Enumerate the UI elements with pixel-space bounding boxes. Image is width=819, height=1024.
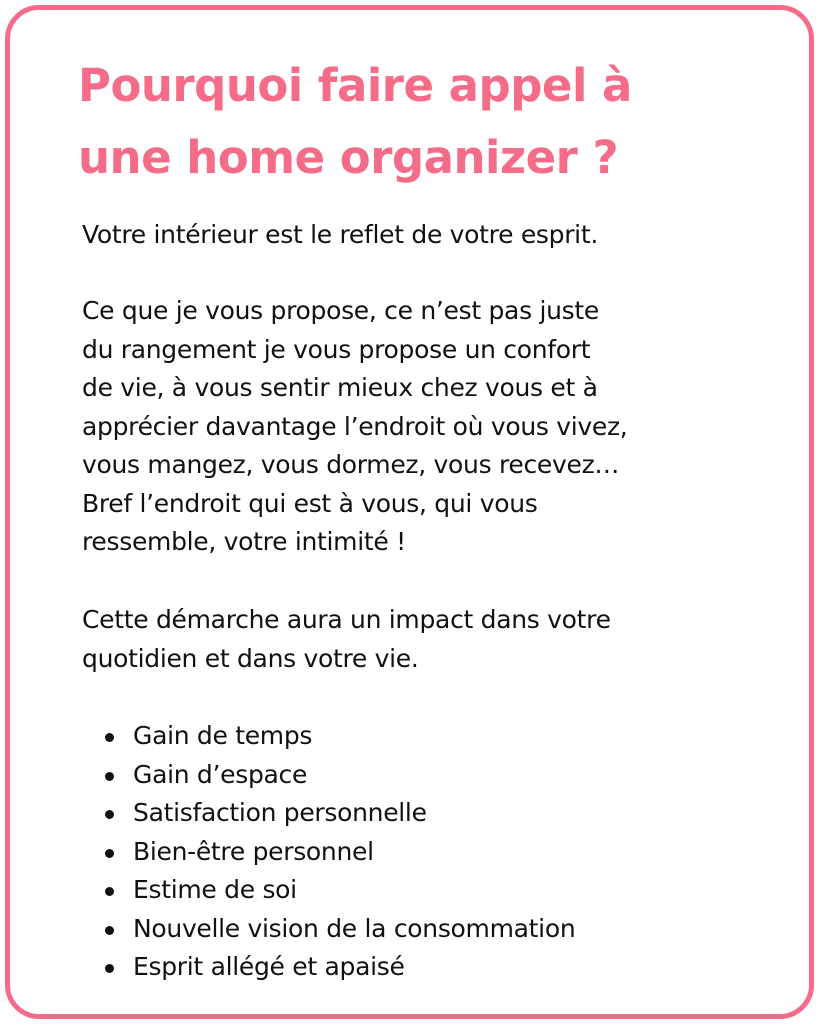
paragraph-line: de vie, à vous sentir mieux chez vous et à <box>82 373 598 402</box>
benefit-label: Satisfaction personnelle <box>133 798 427 827</box>
list-item <box>82 756 575 795</box>
paragraph-line: ressemble, votre intimité ! <box>82 527 406 556</box>
bullet-icon <box>105 887 114 896</box>
bullet-icon <box>105 964 114 973</box>
list-item <box>82 910 575 949</box>
bullet-icon <box>105 810 114 819</box>
benefit-label: Bien-être personnel <box>133 836 374 866</box>
list-item <box>82 794 575 833</box>
impact-paragraph <box>82 601 782 678</box>
paragraph-line: vous mangez, vous dormez, vous recevez… <box>82 450 620 479</box>
bullet-icon <box>105 849 114 858</box>
paragraph-line: Bref l’endroit qui est à vous, qui vous <box>82 488 538 518</box>
benefit-label: Gain d’espace <box>133 759 308 789</box>
paragraph-line: apprécier davantage l’endroit où vous vivez, <box>82 411 628 441</box>
benefits-list <box>82 717 575 987</box>
title-line: Pourquoi faire appel à <box>78 59 632 112</box>
benefit-label: Nouvelle vision de la consommation <box>133 913 576 943</box>
paragraph-line: Cette démarche aura un impact dans votre <box>82 605 611 634</box>
title-line: une home organizer ? <box>78 131 619 184</box>
benefit-label: Gain de temps <box>133 721 313 750</box>
paragraph-line: Ce que je vous propose, ce n’est pas juste <box>82 296 599 325</box>
list-item <box>82 833 575 872</box>
page-title <box>78 50 778 194</box>
bullet-icon <box>105 772 114 781</box>
paragraph-line: du rangement je vous propose un confort <box>82 334 591 364</box>
paragraph-line: quotidien et dans votre vie. <box>82 643 419 673</box>
intro-paragraph <box>82 216 782 255</box>
paragraph-line: Votre intérieur est le reflet de votre esprit. <box>82 220 598 249</box>
list-item <box>82 948 575 987</box>
list-item <box>82 717 575 756</box>
offer-paragraph <box>82 292 782 562</box>
benefit-label: Estime de soi <box>133 875 297 904</box>
benefit-label: Esprit allégé et apaisé <box>133 952 405 981</box>
list-item <box>82 871 575 910</box>
bullet-icon <box>105 733 114 742</box>
bullet-icon <box>105 926 114 935</box>
